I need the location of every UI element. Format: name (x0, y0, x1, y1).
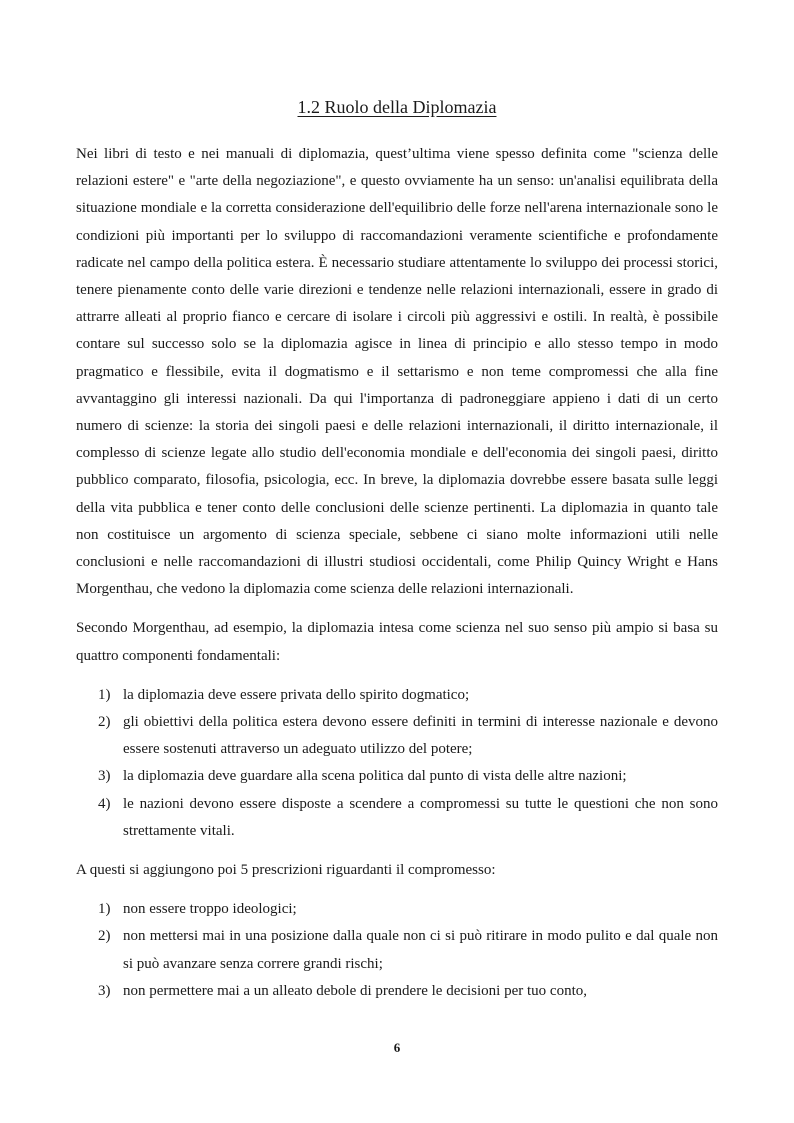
paragraph-prescriptions: A questi si aggiungono poi 5 prescrizioni riguardanti il compromesso: (76, 862, 496, 879)
list-item (76, 763, 718, 790)
list-number: 2) (98, 928, 111, 945)
list-number: 4) (98, 795, 111, 812)
list-item (76, 709, 718, 763)
paragraph-morgenthau: Secondo Morgenthau, ad esempio, la diplomazia intesa come scienza nel suo senso più ampio si basa su quattro componenti fondamentali: (76, 620, 718, 664)
list-item (76, 682, 718, 709)
list-text: la diplomazia deve guardare alla scena politica dal punto di vista delle altre nazioni; (123, 768, 627, 785)
paragraph-intro: Nei libri di testo e nei manuali di diplomazia, quest’ultima viene spesso definita come "scienza delle relazioni estere" e "arte della negoziazione", e questo ovviamente ha un senso: un'analisi equilibrata della situazione mondiale e la corretta considerazione dell'equilibrio delle forze nell'arena internazionale sono le condizioni più importanti per lo sviluppo di raccomandazioni veramente scientifiche e profondamente radicate nel campo della politica estera. È necessario studiare attentamente lo sviluppo dei processi storici, tenere pienamente conto delle varie direzioni e tendenze nelle relazioni internazionali, essere in grado di attrarre alleati al proprio fianco e cercare di isolare i circoli più aggressivi e ostili. In realtà, è possibile contare sul successo solo se la diplomazia agisce in linea di principio e allo stesso tempo in modo pragmatico e flessibile, evita il dogmatismo e il settarismo e non teme compromessi che alla fine avvantaggino gli interessi nazionali. Da qui l'importanza di padroneggiare appieno i dati di un certo numero di scienze: la storia dei singoli paesi e delle relazioni internazionali, il diritto internazionale, il complesso di scienze legate allo studio dell'economia mondiale e dell'economia dei singoli paesi, diritto pubblico comparato, filosofia, psicologia, ecc. In breve, la diplomazia dovrebbe essere basata sulle leggi della vita pubblica e tener conto delle conclusioni delle scienze pertinenti. La diplomazia in quanto tale non costituisce un argomento di scienza speciale, sebbene ci siano molte informazioni utili nelle conclusioni e nelle raccomandazioni di illustri studiosi occidentali, come Philip Quincy Wright e Hans Morgenthau, che vedono la diplomazia come scienza delle relazioni internazionali. (76, 146, 718, 598)
document-body (76, 141, 718, 1005)
list-text: non permettere mai a un alleato debole di prendere le decisioni per tuo conto, (123, 982, 587, 999)
list-item (76, 896, 718, 923)
section-title: 1.2 Ruolo della Diplomazia (297, 97, 497, 117)
list-text: la diplomazia deve essere privata dello spirito dogmatico; (123, 686, 470, 703)
page-number: 6 (393, 1040, 401, 1055)
list-number: 2) (98, 714, 111, 731)
list-number: 3) (98, 768, 111, 785)
prescriptions-list (76, 896, 718, 1005)
list-text: non essere troppo ideologici; (123, 901, 297, 918)
list-item (76, 791, 718, 845)
list-number: 1) (98, 686, 111, 703)
components-list (76, 682, 718, 845)
list-text: non mettersi mai in una posizione dalla quale non ci si può ritirare in modo pulito e dal quale non si può avanzare senza correre grandi rischi; (123, 928, 718, 972)
list-number: 1) (98, 901, 111, 918)
list-text: le nazioni devono essere disposte a scendere a compromessi su tutte le questioni che non sono strettamente vitali. (123, 795, 718, 839)
list-item (76, 923, 718, 977)
list-item (76, 978, 718, 1005)
list-number: 3) (98, 982, 111, 999)
list-text: gli obiettivi della politica estera devono essere definiti in termini di interesse nazionale e devono essere sostenuti attraverso un adeguato utilizzo del potere; (123, 714, 718, 758)
